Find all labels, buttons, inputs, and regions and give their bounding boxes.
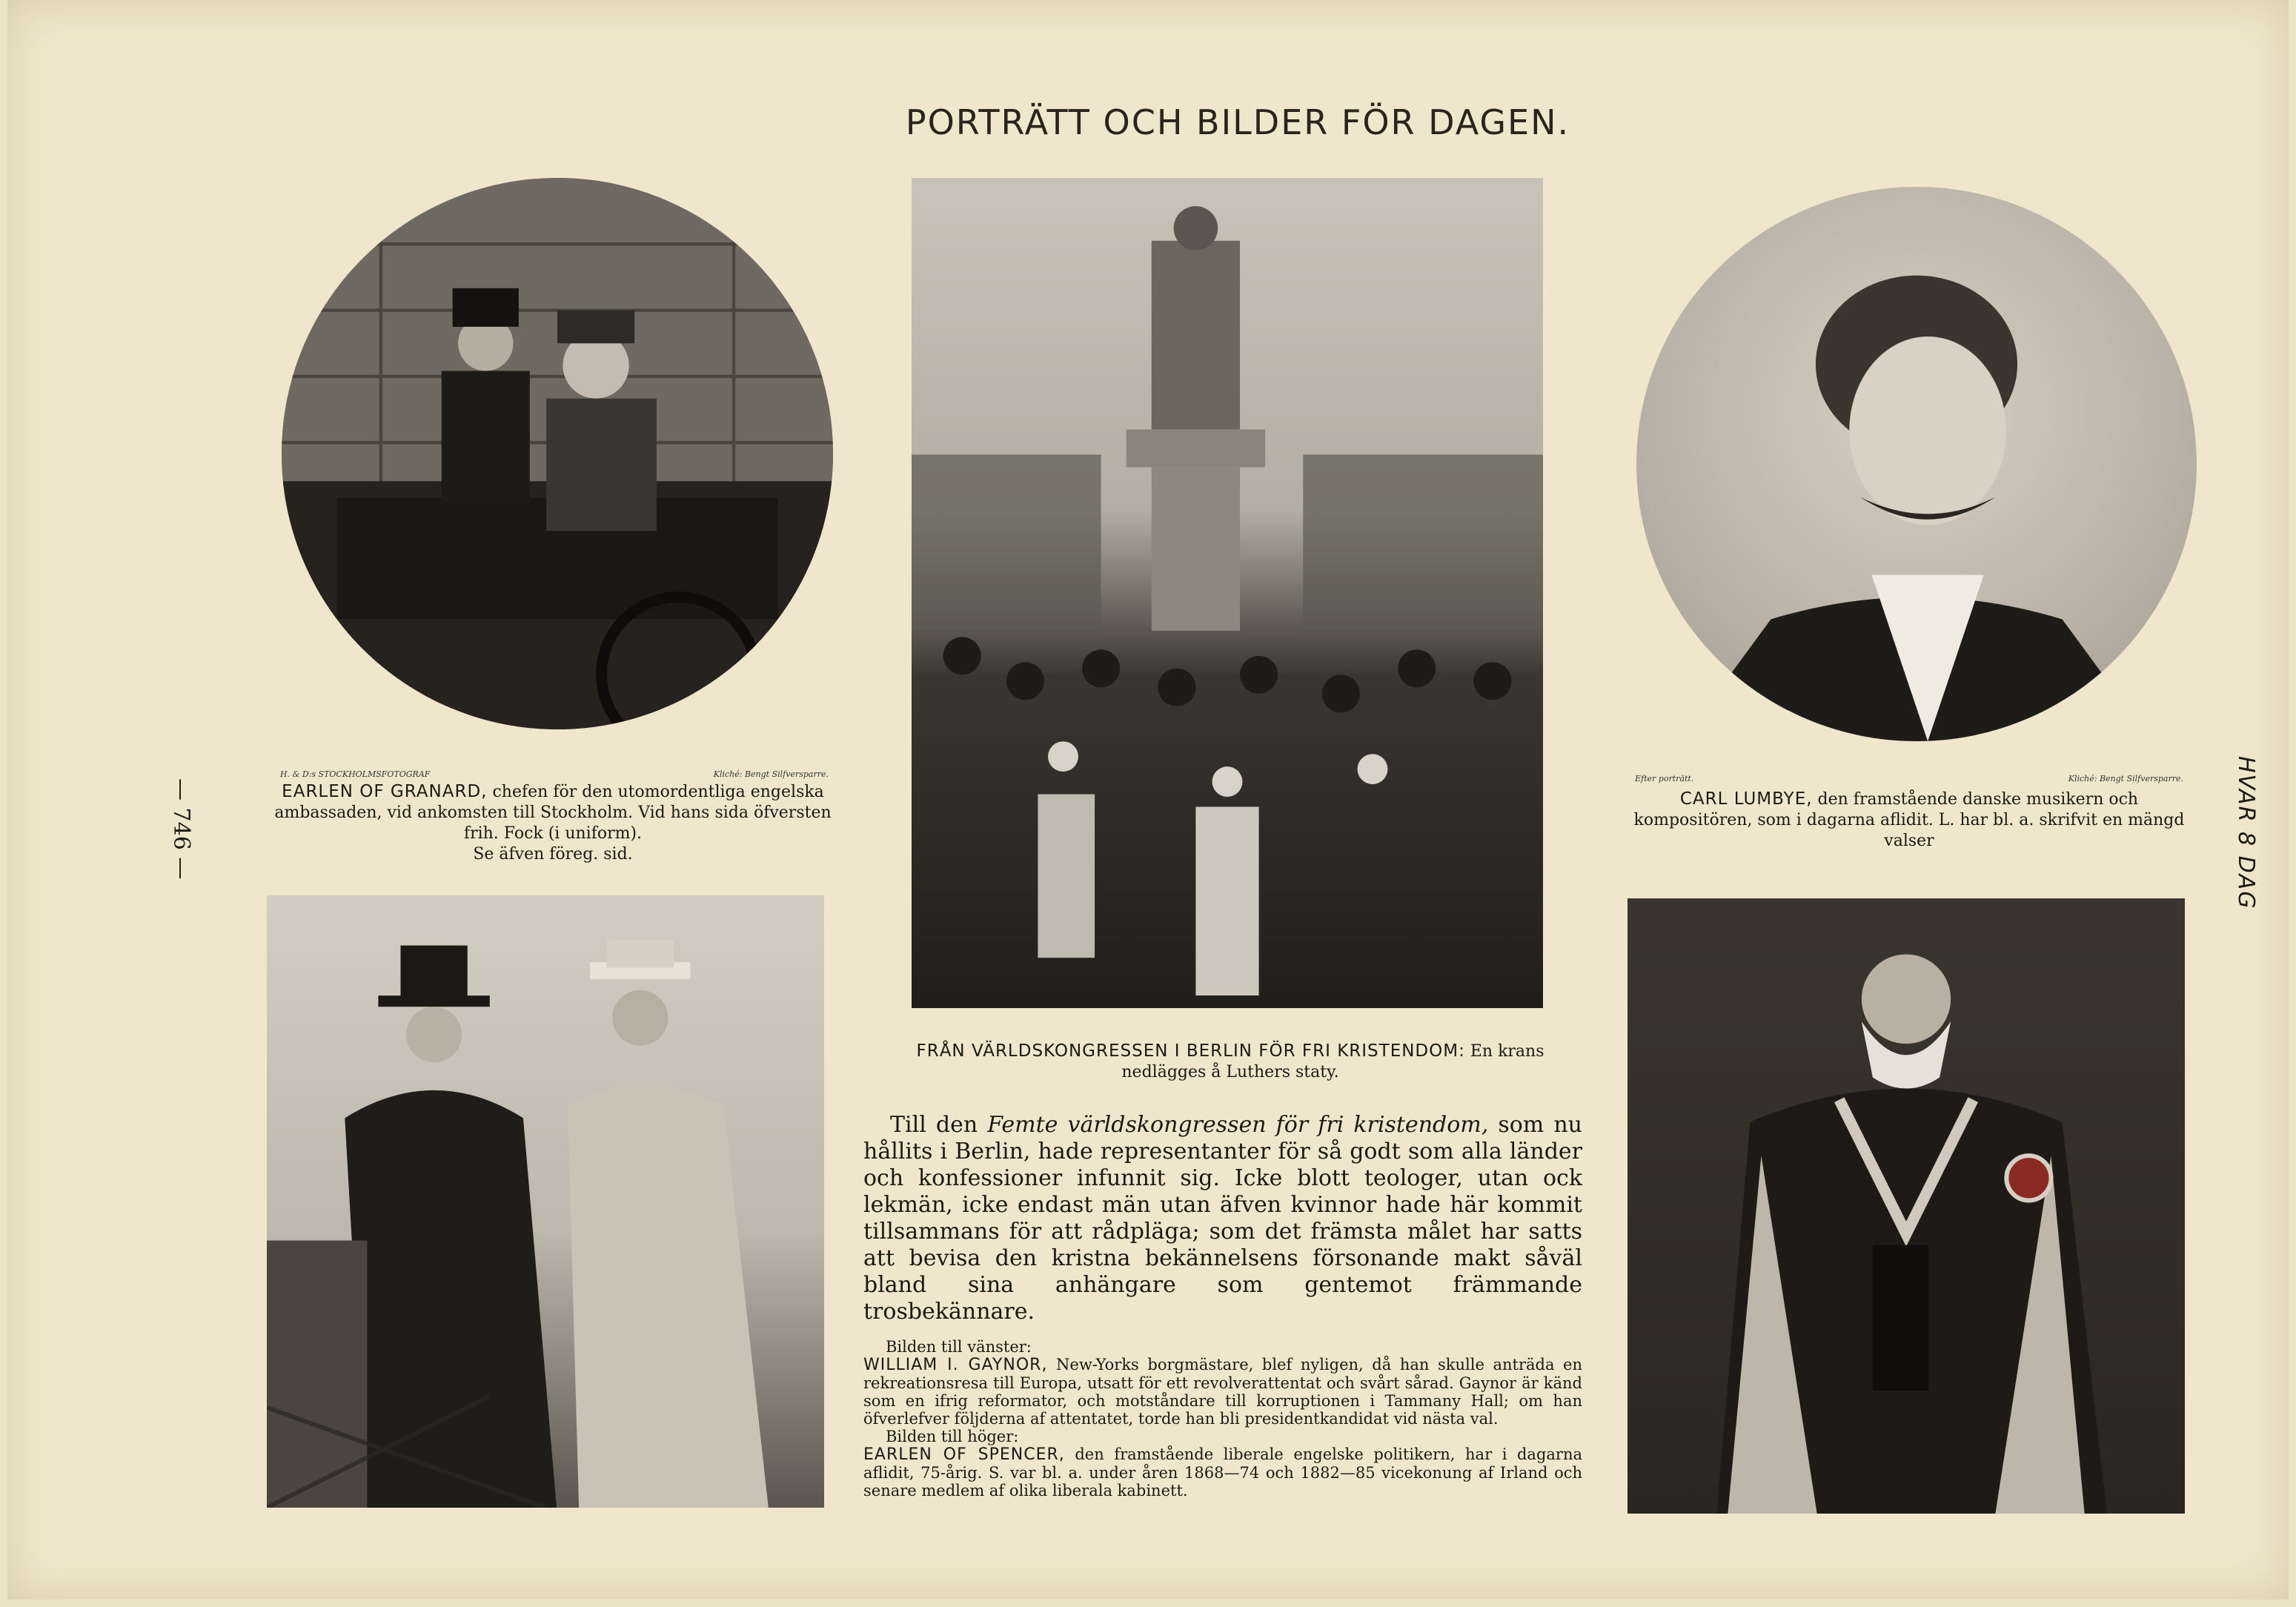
photo-granard-carriage [282,178,833,729]
running-head: HVAR 8 DAG [2233,756,2259,910]
lumbye-illustration [1636,187,2197,741]
article-intro-after: som nu hållits i Berlin, hade representanter för så godt som alla länder och konfessioner infunnit sig. Icke blott teologer, utan ock lekmän, icke endast män utan äfven kvinnor hade här kommit tillsammans för att rådpläga; som det främsta målet har satts att bevisa den kristna bekännelsens försonande makt såväl bland sina anhängare som gentemot främmande trosbekännare. [863,1112,1582,1325]
photo-credit-lumbye [1635,774,2183,783]
credit-portrait: Efter porträtt. [1635,774,1694,783]
article-body [863,1112,1582,1325]
carriage-illustration [282,178,833,729]
newspaper-page [7,0,2289,1600]
photo-gaynor [267,895,824,1508]
gaynor-illustration [267,895,824,1508]
photo-lumbye-portrait [1636,187,2197,741]
note-right-text: den framstående liberale engelske politikern, har i dagarna aflidit, 75-årig. S. var bl. a. under åren 1868—74 och 1882—85 vicekonung af Irland och senare medlem af olika liberala kabinett. [863,1445,1583,1500]
caption-lumbye [1628,789,2191,852]
caption-granard-text: chefen för den utomordentliga engelska ambassaden, vid ankomsten till Stockholm. Vid hans sida öfversten frih. Fock (i uniform). [274,783,832,843]
note-left-name: WILLIAM I. GAYNOR, [863,1356,1048,1374]
photo-spencer [1628,898,2185,1514]
caption-berlin-name: FRÅN VÄRLDSKONGRESSEN I BERLIN FÖR FRI KRISTENDOM: [916,1041,1465,1061]
caption-granard-name: EARLEN OF GRANARD, [282,782,488,801]
note-left-label: Bilden till vänster: [886,1338,1032,1356]
luther-statue-illustration [912,178,1543,1008]
caption-lumbye-text: den framstående danske musikern och kompositören, som i dagarna aflidit. L. har bl. a. skrifvit en mängd valser [1633,790,2185,850]
caption-berlin-text: En krans nedlägges å Luthers staty. [1121,1042,1545,1081]
note-left-text: New-Yorks borgmästare, blef nyligen, då han skulle anträda en rekreationsresa till Europa, utsatt för ett revolverattentat och svårt sårad. Gaynor är känd som en ifrig reformator, och motståndare till korruptionen i Tammany Hall; om han öfverlefver följderna af attentatet, torde han bli presidentkandidat vid nästa val. [863,1356,1583,1428]
photo-credit-granard [280,769,829,779]
picture-notes [863,1338,1582,1500]
note-right-name: EARLEN OF SPENCER, [863,1445,1065,1464]
caption-granard-see: Se äfven föreg. sid. [473,845,633,864]
page-number: — 746 — [168,778,194,880]
article-congress-name: Femte världskongressen för fri kristendom, [987,1112,1489,1138]
spencer-illustration [1628,898,2185,1514]
credit-cliche: Kliché: Bengt Silfversparre. [713,769,829,779]
caption-granard [274,781,832,865]
photo-berlin-crowd [912,178,1543,1008]
caption-berlin [904,1041,1556,1083]
article-intro-before: Till den [890,1112,978,1138]
caption-lumbye-name: CARL LUMBYE, [1679,789,1813,809]
page-title: PORTRÄTT OCH BILDER FÖR DAGEN. [905,102,1570,142]
note-right-label: Bilden till höger: [886,1428,1019,1445]
credit-cliche-lumbye: Kliché: Bengt Silfversparre. [2068,774,2183,783]
credit-photographer: H. & D:s STOCKHOLMSFOTOGRAF [280,769,431,779]
